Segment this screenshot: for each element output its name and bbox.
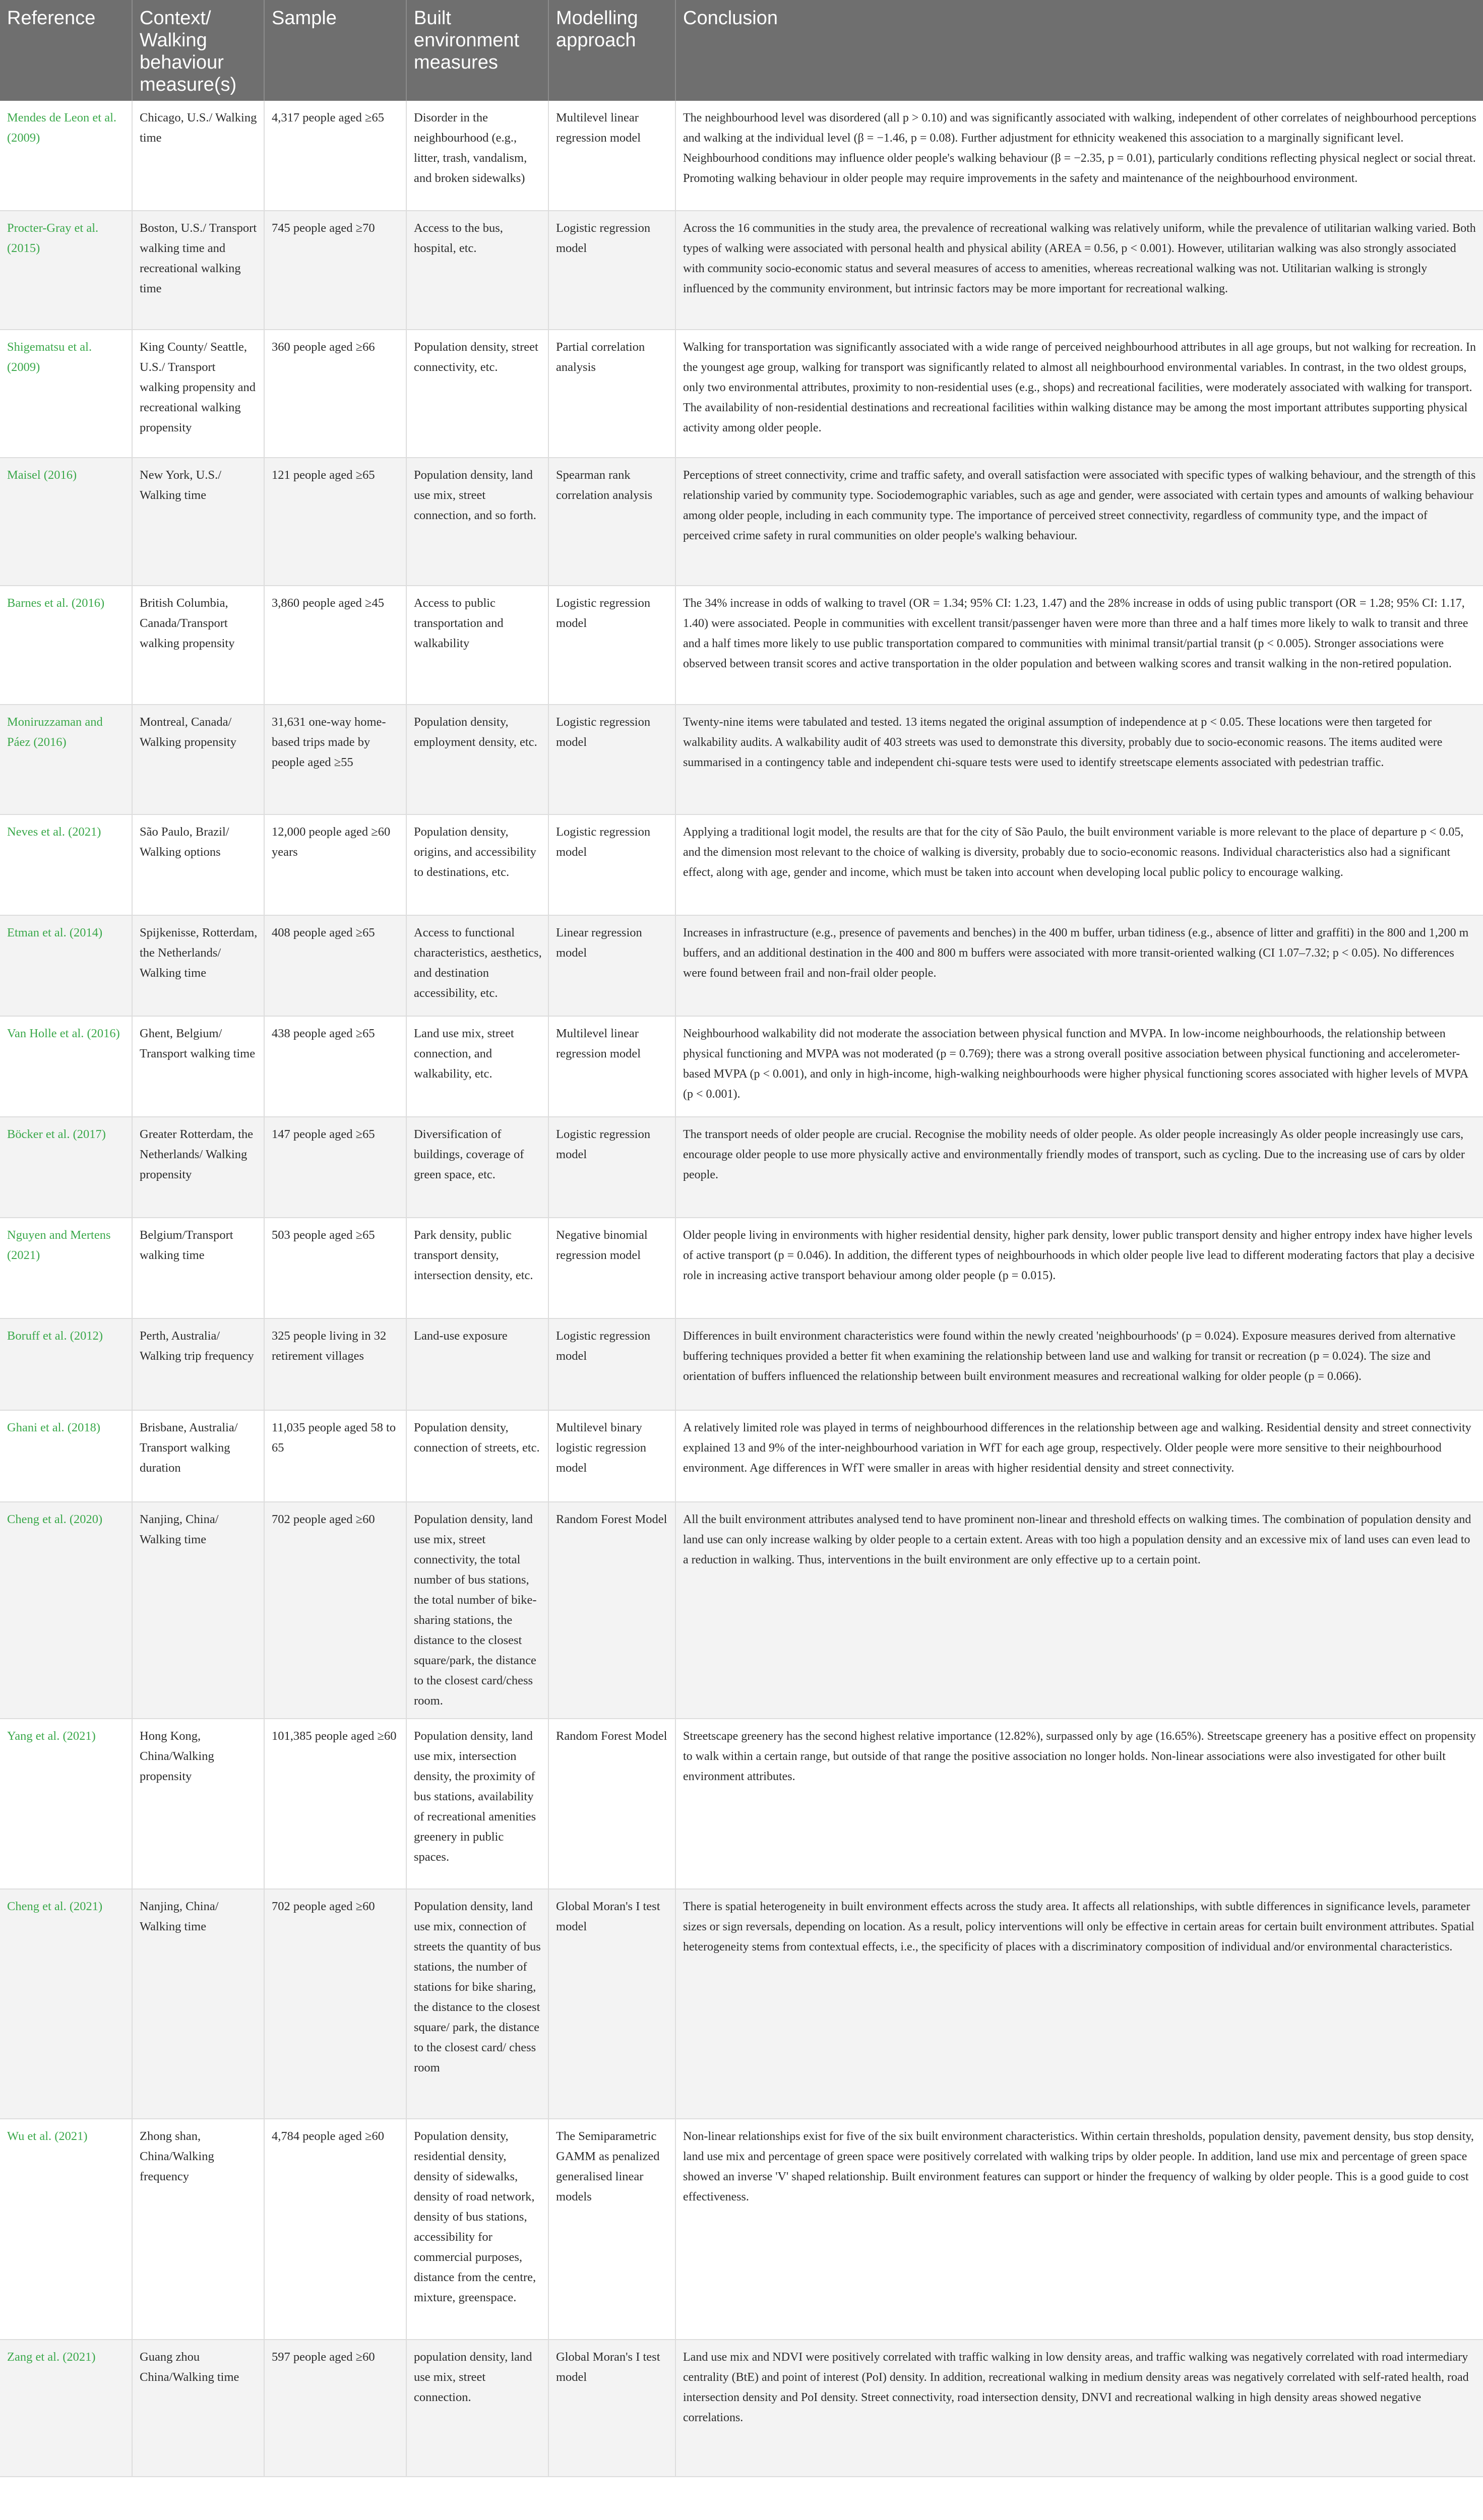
- cell-sample: 503 people aged ≥65: [264, 1218, 406, 1318]
- cell-built-environment: Land use mix, street connection, and walkability, etc.: [406, 1016, 548, 1117]
- table-row: [0, 705, 1483, 814]
- cell-context: Nanjing, China/ Walking time: [132, 1889, 264, 2119]
- cell-context: British Columbia, Canada/Transport walking propensity: [132, 586, 264, 705]
- cell-context: Chicago, U.S./ Walking time: [132, 101, 264, 211]
- cell-conclusion: Walking for transportation was significantly associated with a wide range of perceived neighbourhood attributes in all age groups, but not walking for recreation. In the youngest age group, walking for transport was significantly related to almost all neighbourhood environmental variables. In contrast, in the two oldest groups, only two environmental attributes, proximity to non-residential uses (e.g., shops) and recreational facilities, were moderately associated with walking for transport. The availability of non-residential destinations and recreational facilities within walking distance may be among the most important attributes supporting physical activity among older people.: [675, 330, 1483, 458]
- cell-conclusion: A relatively limited role was played in terms of neighbourhood differences in the relationship between age and walking. Residential density and street connectivity explained 13 and 9% of the inter-neighbourhood variation in WfT for each age group, respectively. Older people were more sensitive to their neighbourhood environment. Age differences in WfT were smaller in areas with higher residential density and street connectivity.: [675, 1410, 1483, 1502]
- cell-context: São Paulo, Brazil/ Walking options: [132, 814, 264, 915]
- cell-sample: 745 people aged ≥70: [264, 211, 406, 330]
- cell-context: Brisbane, Australia/ Transport walking duration: [132, 1410, 264, 1502]
- table-row: [0, 1318, 1483, 1410]
- cell-built-environment: Population density, origins, and accessibility to destinations, etc.: [406, 814, 548, 915]
- cell-sample: 4,784 people aged ≥60: [264, 2119, 406, 2340]
- cell-reference[interactable]: Moniruzzaman and Páez (2016): [0, 705, 132, 814]
- table-row: [0, 211, 1483, 330]
- cell-modelling-approach: Global Moran's I test model: [548, 1889, 675, 2119]
- cell-modelling-approach: Logistic regression model: [548, 814, 675, 915]
- cell-sample: 597 people aged ≥60: [264, 2340, 406, 2477]
- cell-context: Zhong shan, China/Walking frequency: [132, 2119, 264, 2340]
- cell-conclusion: Across the 16 communities in the study area, the prevalence of recreational walking was relatively uniform, while the prevalence of utilitarian walking varied. Both types of walking were associated with personal health and physical ability (AREA = 0.56, p < 0.001). However, utilitarian walking was also strongly associated with community socio-economic status and several measures of access to amenities, whereas recreational walking was not. Utilitarian walking is strongly influenced by the community environment, but intrinsic factors may be more important for recreational walking.: [675, 211, 1483, 330]
- cell-conclusion: The neighbourhood level was disordered (all p > 0.10) and was significantly associated with walking, independent of other correlates of neighbourhood perceptions and walking at the individual level (β = −1.46, p = 0.08). Further adjustment for ethnicity weakened this association to a marginally significant level. Neighbourhood conditions may influence older people's walking behaviour (β = −2.35, p = 0.01), particularly conditions reflecting physical neglect or social threat. Promoting walking behaviour in older people may require improvements in the safety and maintenance of the neighbourhood environment.: [675, 101, 1483, 211]
- cell-conclusion: The transport needs of older people are crucial. Recognise the mobility needs of older people. As older people increasingly As older people increasingly use cars, encourage older people to use more physically active and environmentally friendly modes of transport, such as cycling. Due to the increasing use of cars by older people.: [675, 1117, 1483, 1218]
- cell-modelling-approach: Random Forest Model: [548, 1502, 675, 1719]
- cell-built-environment: population density, land use mix, street connection.: [406, 2340, 548, 2477]
- cell-reference[interactable]: Shigematsu et al. (2009): [0, 330, 132, 458]
- cell-sample: 360 people aged ≥66: [264, 330, 406, 458]
- cell-sample: 408 people aged ≥65: [264, 915, 406, 1016]
- cell-context: Hong Kong, China/Walking propensity: [132, 1719, 264, 1889]
- cell-built-environment: Population density, land use mix, connection of streets the quantity of bus stations, the number of stations for bike sharing, the distance to the closest square/ park, the distance to the closest card/ chess room: [406, 1889, 548, 2119]
- cell-modelling-approach: Logistic regression model: [548, 1117, 675, 1218]
- cell-built-environment: Land-use exposure: [406, 1318, 548, 1410]
- table-row: [0, 1218, 1483, 1318]
- cell-context: Nanjing, China/ Walking time: [132, 1502, 264, 1719]
- cell-context: Spijkenisse, Rotterdam, the Netherlands/ Walking time: [132, 915, 264, 1016]
- table-row: [0, 101, 1483, 211]
- cell-modelling-approach: Negative binomial regression model: [548, 1218, 675, 1318]
- header-sample: Sample: [264, 0, 406, 101]
- cell-modelling-approach: Multilevel linear regression model: [548, 101, 675, 211]
- cell-sample: 702 people aged ≥60: [264, 1889, 406, 2119]
- table-row: [0, 1016, 1483, 1117]
- table-row: [0, 915, 1483, 1016]
- cell-sample: 147 people aged ≥65: [264, 1117, 406, 1218]
- header-modelling-approach: Modelling approach: [548, 0, 675, 101]
- cell-sample: 3,860 people aged ≥45: [264, 586, 406, 705]
- cell-modelling-approach: Logistic regression model: [548, 586, 675, 705]
- header-row: [0, 0, 1483, 101]
- cell-modelling-approach: Multilevel binary logistic regression model: [548, 1410, 675, 1502]
- cell-reference[interactable]: Cheng et al. (2021): [0, 1889, 132, 2119]
- table-row: [0, 1410, 1483, 1502]
- cell-conclusion: The 34% increase in odds of walking to travel (OR = 1.34; 95% CI: 1.23, 1.47) and the 28% increase in odds of using public transport (OR = 1.28; 95% CI: 1.17, 1.40) were associated. People in communities with excellent transit/passenger haven were more than three and a half times more likely to walk to transit and three and a half times more likely to use public transportation compared to communities with minimal transit/partial transit (p < 0.005). Stronger associations were observed between transit scores and active transportation in the older population and between walking scores and transit walking in the non-retired population.: [675, 586, 1483, 705]
- cell-sample: 31,631 one-way home-based trips made by people aged ≥55: [264, 705, 406, 814]
- cell-reference[interactable]: Boruff et al. (2012): [0, 1318, 132, 1410]
- cell-modelling-approach: Logistic regression model: [548, 1318, 675, 1410]
- cell-sample: 702 people aged ≥60: [264, 1502, 406, 1719]
- cell-context: Greater Rotterdam, the Netherlands/ Walking propensity: [132, 1117, 264, 1218]
- header-context: Context/ Walking behaviour measure(s): [132, 0, 264, 101]
- cell-context: King County/ Seattle, U.S./ Transport walking propensity and recreational walking propensity: [132, 330, 264, 458]
- cell-built-environment: Disorder in the neighbourhood (e.g., litter, trash, vandalism, and broken sidewalks): [406, 101, 548, 211]
- cell-modelling-approach: The Semiparametric GAMM as penalized generalised linear models: [548, 2119, 675, 2340]
- cell-conclusion: Land use mix and NDVI were positively correlated with traffic walking in low density areas, and traffic walking was negatively correlated with road intermediary centrality (BtE) and point of interest (PoI) density. In addition, recreational walking in medium density areas was negatively correlated with self-rated health, road intersection density and PoI density. Street connectivity, road intersection density, DNVI and recreational walking in high density areas showed negative correlations.: [675, 2340, 1483, 2477]
- table-header: [0, 0, 1483, 101]
- cell-context: New York, U.S./ Walking time: [132, 458, 264, 586]
- cell-built-environment: Park density, public transport density, intersection density, etc.: [406, 1218, 548, 1318]
- header-reference: Reference: [0, 0, 132, 101]
- cell-modelling-approach: Global Moran's I test model: [548, 2340, 675, 2477]
- header-built-environment: Built environment measures: [406, 0, 548, 101]
- cell-reference[interactable]: Böcker et al. (2017): [0, 1117, 132, 1218]
- cell-context: Perth, Australia/ Walking trip frequency: [132, 1318, 264, 1410]
- cell-reference[interactable]: Van Holle et al. (2016): [0, 1016, 132, 1117]
- table-row: [0, 458, 1483, 586]
- cell-modelling-approach: Partial correlation analysis: [548, 330, 675, 458]
- cell-modelling-approach: Multilevel linear regression model: [548, 1016, 675, 1117]
- cell-built-environment: Access to the bus, hospital, etc.: [406, 211, 548, 330]
- cell-reference[interactable]: Ghani et al. (2018): [0, 1410, 132, 1502]
- table-row: [0, 1889, 1483, 2119]
- cell-reference[interactable]: Etman et al. (2014): [0, 915, 132, 1016]
- cell-modelling-approach: Random Forest Model: [548, 1719, 675, 1889]
- table-body: [0, 101, 1483, 2477]
- cell-sample: 4,317 people aged ≥65: [264, 101, 406, 211]
- table-row: [0, 586, 1483, 705]
- cell-conclusion: Streetscape greenery has the second highest relative importance (12.82%), surpassed only by age (16.65%). Streetscape greenery has a positive effect on propensity to walk within a certain range, but outside of that range the positive association no longer holds. Non-linear associations were also investigated for other built environment attributes.: [675, 1719, 1483, 1889]
- cell-reference[interactable]: Wu et al. (2021): [0, 2119, 132, 2340]
- cell-sample: 438 people aged ≥65: [264, 1016, 406, 1117]
- cell-built-environment: Population density, employment density, etc.: [406, 705, 548, 814]
- table-row: [0, 330, 1483, 458]
- cell-reference[interactable]: Mendes de Leon et al. (2009): [0, 101, 132, 211]
- cell-built-environment: Access to functional characteristics, aesthetics, and destination accessibility, etc.: [406, 915, 548, 1016]
- cell-conclusion: Increases in infrastructure (e.g., presence of pavements and benches) in the 400 m buffer, urban tidiness (e.g., absence of litter and graffiti) in the 800 and 1,200 m buffers, and an additional destination in the 400 and 800 m buffers were associated with more transit-oriented walking (CI 1.07–7.32; p < 0.05). No differences were found between frail and non-frail older people.: [675, 915, 1483, 1016]
- cell-conclusion: Older people living in environments with higher residential density, higher park density, lower public transport density and higher entropy index have higher levels of active transport (p = 0.046). In addition, the different types of neighbourhoods in which older people live lead to different moderating factors that play a decisive role in increasing active transport behaviour among older people (p = 0.015).: [675, 1218, 1483, 1318]
- cell-reference[interactable]: Zang et al. (2021): [0, 2340, 132, 2477]
- header-conclusion: Conclusion: [683, 8, 778, 29]
- cell-conclusion: Neighbourhood walkability did not moderate the association between physical function and MVPA. In low-income neighbourhoods, the relationship between physical functioning and MVPA was not moderated (p = 0.769); there was a strong overall positive association between physical functioning and accelerometer-based MVPA (p < 0.001), and only in high-income, high-walking neighbourhoods were higher physical functioning scores associated with higher levels of MVPA (p < 0.001).: [675, 1016, 1483, 1117]
- cell-built-environment: Population density, land use mix, intersection density, the proximity of bus stations, availability of recreational amenities greenery in public spaces.: [406, 1719, 548, 1889]
- cell-built-environment: Population density, land use mix, street connection, and so forth.: [406, 458, 548, 586]
- cell-built-environment: Access to public transportation and walkability: [406, 586, 548, 705]
- table-row: [0, 2119, 1483, 2340]
- cell-conclusion: All the built environment attributes analysed tend to have prominent non-linear and threshold effects on walking times. The combination of population density and land use can only increase walking by older people to a certain extent. Areas with too high a population density and an excessive mix of land uses can even lead to a reduction in walking. Thus, interventions in the built environment are only effective up to a certain point.: [675, 1502, 1483, 1719]
- cell-built-environment: Population density, connection of streets, etc.: [406, 1410, 548, 1502]
- table-row: [0, 1719, 1483, 1889]
- cell-conclusion: There is spatial heterogeneity in built environment effects across the study area. It affects all relationships, with subtle differences in significance levels, parameter sizes or sign reversals, depending on location. As a result, policy interventions will only be effective in certain areas for certain built environment attributes. Spatial heterogeneity stems from contextual effects, i.e., the specificity of places with a discriminatory composition of individual and/or environmental characteristics.: [675, 1889, 1483, 2119]
- cell-reference[interactable]: Yang et al. (2021): [0, 1719, 132, 1889]
- cell-context: Belgium/Transport walking time: [132, 1218, 264, 1318]
- cell-built-environment: Diversification of buildings, coverage of green space, etc.: [406, 1117, 548, 1218]
- cell-context: Ghent, Belgium/ Transport walking time: [132, 1016, 264, 1117]
- cell-built-environment: Population density, residential density, density of sidewalks, density of road network, density of bus stations, accessibility for commercial purposes, distance from the centre, mixture, greenspace.: [406, 2119, 548, 2340]
- cell-built-environment: Population density, land use mix, street connectivity, the total number of bus stations, the total number of bike-sharing stations, the distance to the closest square/park, the distance to the closest card/chess room.: [406, 1502, 548, 1719]
- table-row: [0, 2340, 1483, 2477]
- cell-reference[interactable]: Procter-Gray et al. (2015): [0, 211, 132, 330]
- cell-modelling-approach: Linear regression model: [548, 915, 675, 1016]
- cell-modelling-approach: Spearman rank correlation analysis: [548, 458, 675, 586]
- cell-reference[interactable]: Nguyen and Mertens (2021): [0, 1218, 132, 1318]
- cell-reference[interactable]: Maisel (2016): [0, 458, 132, 586]
- table-row: [0, 1117, 1483, 1218]
- table-row: [0, 814, 1483, 915]
- table-row: [0, 1502, 1483, 1719]
- cell-context: Montreal, Canada/ Walking propensity: [132, 705, 264, 814]
- cell-sample: 325 people living in 32 retirement villages: [264, 1318, 406, 1410]
- cell-reference[interactable]: Barnes et al. (2016): [0, 586, 132, 705]
- cell-conclusion: Differences in built environment characteristics were found within the newly created 'neighbourhoods' (p = 0.024). Exposure measures derived from alternative buffering techniques provided a better fit when examining the relationship between land use and walking for transit or recreation (p = 0.024). The size and orientation of buffers influenced the relationship between built environment measures and recreational walking for older people (p = 0.066).: [675, 1318, 1483, 1410]
- cell-sample: 11,035 people aged 58 to 65: [264, 1410, 406, 1502]
- cell-context: Guang zhou China/Walking time: [132, 2340, 264, 2477]
- cell-reference[interactable]: Cheng et al. (2020): [0, 1502, 132, 1719]
- cell-sample: 12,000 people aged ≥60 years: [264, 814, 406, 915]
- cell-reference[interactable]: Neves et al. (2021): [0, 814, 132, 915]
- cell-context: Boston, U.S./ Transport walking time and recreational walking time: [132, 211, 264, 330]
- cell-conclusion: Perceptions of street connectivity, crime and traffic safety, and overall satisfaction were associated with specific types of walking behaviour, and the strength of this relationship varied by community type. Sociodemographic variables, such as age and gender, were associated with certain types and amounts of walking behaviour among older people, including in each community type. The importance of perceived street connectivity, regardless of community type, and the impact of perceived crime safety in rural communities on older people's walking behaviour.: [675, 458, 1483, 586]
- cell-conclusion: Twenty-nine items were tabulated and tested. 13 items negated the original assumption of independence at p < 0.05. These locations were then targeted for walkability audits. A walkability audit of 403 streets was used to demonstrate this diversity, probably due to socio-economic reasons. The items audited were summarised in a contingency table and independent chi-square tests were used to identify streetscape elements associated with pedestrian traffic.: [675, 705, 1483, 814]
- cell-modelling-approach: Logistic regression model: [548, 211, 675, 330]
- cell-sample: 101,385 people aged ≥60: [264, 1719, 406, 1889]
- cell-sample: 121 people aged ≥65: [264, 458, 406, 586]
- cell-modelling-approach: Logistic regression model: [548, 705, 675, 814]
- cell-conclusion: Applying a traditional logit model, the results are that for the city of São Paulo, the built environment variable is more relevant to the place of departure p < 0.05, and the dimension most relevant to the choice of walking is diversity, probably due to socio-economic reasons. Individual characteristics also had a significant effect, along with age, gender and income, which must be taken into account when developing local public policy to encourage walking.: [675, 814, 1483, 915]
- cell-built-environment: Population density, street connectivity, etc.: [406, 330, 548, 458]
- cell-conclusion: Non-linear relationships exist for five of the six built environment characteristics. Within certain thresholds, population density, pavement density, bus stop density, land use mix and percentage of green space were positively correlated with walking trips by older people. In addition, land use mix and percentage of green space showed an inverse 'V' shaped relationship. Built environment features can support or hinder the frequency of walking by older people. This is a good guide to cost effectiveness.: [675, 2119, 1483, 2340]
